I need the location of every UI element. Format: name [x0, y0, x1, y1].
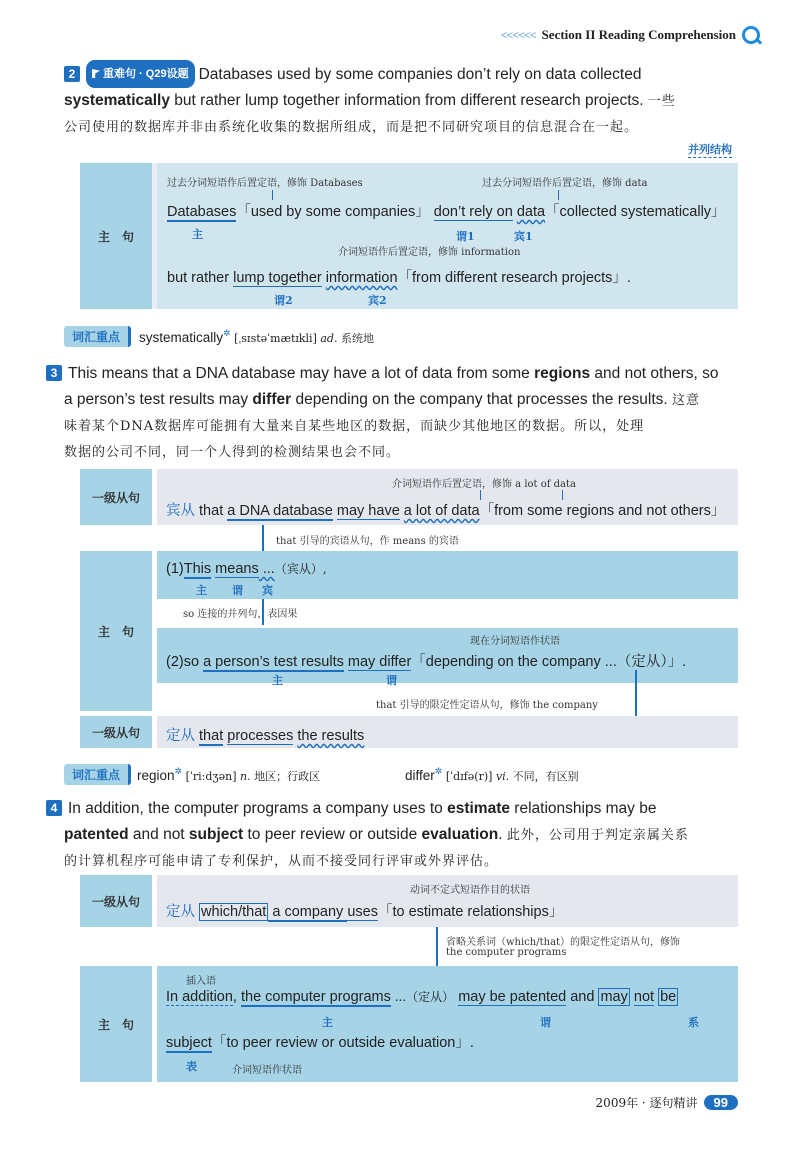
sentence-line: (1)This means ...（宾从）, [166, 561, 327, 577]
sentence-text: but rather lump together information from different research projects. [170, 92, 644, 109]
annotation: 动词不定式短语作目的状语 [410, 885, 530, 896]
role-label: 谓 [540, 1016, 551, 1029]
paragraph-number: 4 [46, 800, 62, 816]
sentence-text: depending on the company that processes the results. [291, 391, 668, 408]
sentence-text: and not [128, 826, 189, 843]
paragraph-number: 2 [64, 66, 80, 82]
annotation: 插入语 [186, 976, 216, 987]
footer-text: 2009年 · 逐句精讲 [595, 1096, 698, 1110]
sentence-text: In addition, the computer programs a company uses to [68, 800, 448, 817]
translation-text: 味着某个DNA数据库可能拥有大量来自某些地区的数据，而缺少其他地区的数据。所以，处理 [64, 419, 645, 434]
annotation: 介词短语作后置定语，修饰 information [338, 247, 521, 258]
keyword: differ [252, 391, 292, 408]
translation-text: 此外，公司用于判定亲属关系 [506, 828, 689, 843]
running-header [501, 26, 760, 44]
role-label: 表 [186, 1060, 197, 1073]
translation-text: 公司使用的数据库并非由系统化收集的数据所组成，而是把不同研究项目的信息混合在一起。 [64, 120, 639, 135]
role-label: 宾2 [368, 294, 387, 307]
role-label: 谓1 [456, 230, 475, 243]
vocab-entry: region✲ [ˈriːdʒən] n. 地区；行政区 [137, 765, 321, 783]
keyword: regions [534, 365, 591, 382]
label-clause-1: 一级从句 [80, 469, 152, 525]
sentence-text: This means that a DNA database may have a lot of data from some [68, 365, 535, 382]
annotation: that 引导的限定性定语从句，修饰 the company [376, 700, 598, 711]
vocab-tag: 词汇重点 [64, 764, 131, 785]
sentence-text: relationships may be [510, 800, 657, 817]
paragraph-3 [50, 361, 762, 466]
keyword: evaluation [421, 826, 499, 843]
annotation: 过去分词短语作后置定语，修饰 Databases [167, 178, 363, 189]
keyword: systematically [64, 92, 170, 109]
translation-text: 这意 [672, 393, 701, 408]
role-label: 宾1 [514, 230, 533, 243]
vocab-entry: differ✲ [ˈdɪfə(r)] vi. 不同，有区别 [405, 765, 579, 783]
translation-text: 一些 [647, 94, 676, 109]
annotation: 过去分词短语作后置定语，修饰 data [482, 178, 648, 189]
role-label: 宾 [262, 584, 273, 597]
keyword: subject [188, 826, 244, 843]
section-title: Section II Reading Comprehension [541, 27, 736, 42]
q-logo-icon [742, 26, 760, 44]
sentence-text: to peer review or outside [243, 826, 422, 843]
sentence-text: Databases used by some companies don’t rely on data collected [198, 66, 642, 83]
difficulty-tag: 重难句 · Q29设题 [86, 60, 195, 88]
sentence-line: Databases「used by some companies」 don’t rely on data「collected systematically」 [167, 204, 726, 220]
role-label: 系 [688, 1016, 699, 1029]
chevrons: <<<<<< [500, 27, 536, 42]
role-label: 谓 [386, 674, 397, 687]
role-label: 主 [322, 1016, 333, 1029]
sentence-line: 定从 that processes the results [166, 728, 365, 744]
role-label: 主 [192, 228, 203, 241]
label-main-clause: 主 句 [80, 163, 152, 309]
sentence-line: 宾从 that a DNA database may have a lot of data「from some regions and not others」 [166, 503, 726, 519]
annotation: the computer programs [446, 947, 567, 958]
annotation: so 连接的并列句，表因果 [183, 609, 298, 620]
sentence-line: subject「to peer review or outside evaluation」. [166, 1035, 474, 1051]
label-main-clause: 主 句 [80, 966, 152, 1082]
sentence-text: a person’s test results may [64, 391, 253, 408]
keyword: estimate [447, 800, 510, 817]
role-label: 主 [272, 674, 283, 687]
role-label: 谓2 [274, 294, 293, 307]
structure-tip: 并列结构 [688, 143, 732, 156]
paragraph-number: 3 [46, 365, 62, 381]
paragraph-4: 4 In addition, the computer programs a company uses to estimate relationships may be patented and not subject to peer review or outside evaluation. 此外，公司用于判定亲属关系 的计算机程序可能申请了专利保护，从而不接受同行评审或外界评估。 [64, 796, 762, 875]
sentence-line: 定从 which/that a company uses「to estimate relationships」 [166, 904, 564, 920]
sentence-text: and not others, so [590, 365, 719, 382]
annotation: 介词短语作后置定语，修饰 a lot of data [392, 479, 576, 490]
paragraph-2 [64, 60, 762, 141]
label-clause-1: 一级从句 [80, 716, 152, 748]
annotation: 介词短语作状语 [232, 1065, 302, 1076]
vocab-row-2 [64, 326, 374, 347]
keyword: patented [64, 826, 129, 843]
sentence-line: In addition, the computer programs ...（定从） may be patented and may not be [166, 989, 677, 1005]
label-clause-1: 一级从句 [80, 875, 152, 927]
sentence-line: but rather lump together information「from different research projects」. [167, 270, 631, 286]
flag-icon [92, 69, 100, 78]
translation-text: 的计算机程序可能申请了专利保护，从而不接受同行评审或外界评估。 [64, 854, 499, 869]
page-number: 99 [704, 1095, 738, 1110]
page-footer [596, 1094, 738, 1111]
translation-text: 数据的公司不同，同一个人得到的检测结果也会不同。 [64, 445, 401, 460]
annotation: 省略关系词（which/that）的限定性定语从句，修饰 [446, 937, 681, 948]
sentence-line: (2)so a person’s test results may differ「depending on the company ...（定从）」. [166, 654, 687, 670]
vocab-row-3 [64, 764, 579, 785]
vocab-tag: 词汇重点 [64, 326, 131, 347]
role-label: 主 [196, 584, 207, 597]
role-label: 谓 [232, 584, 243, 597]
annotation: 现在分词短语作状语 [470, 636, 560, 647]
annotation: that 引导的宾语从句，作 means 的宾语 [276, 536, 459, 547]
label-main-clause: 主 句 [80, 551, 152, 711]
vocab-entry: systematically✲ [ˌsɪstəˈmætɪkli] ad. 系统地 [139, 327, 374, 345]
